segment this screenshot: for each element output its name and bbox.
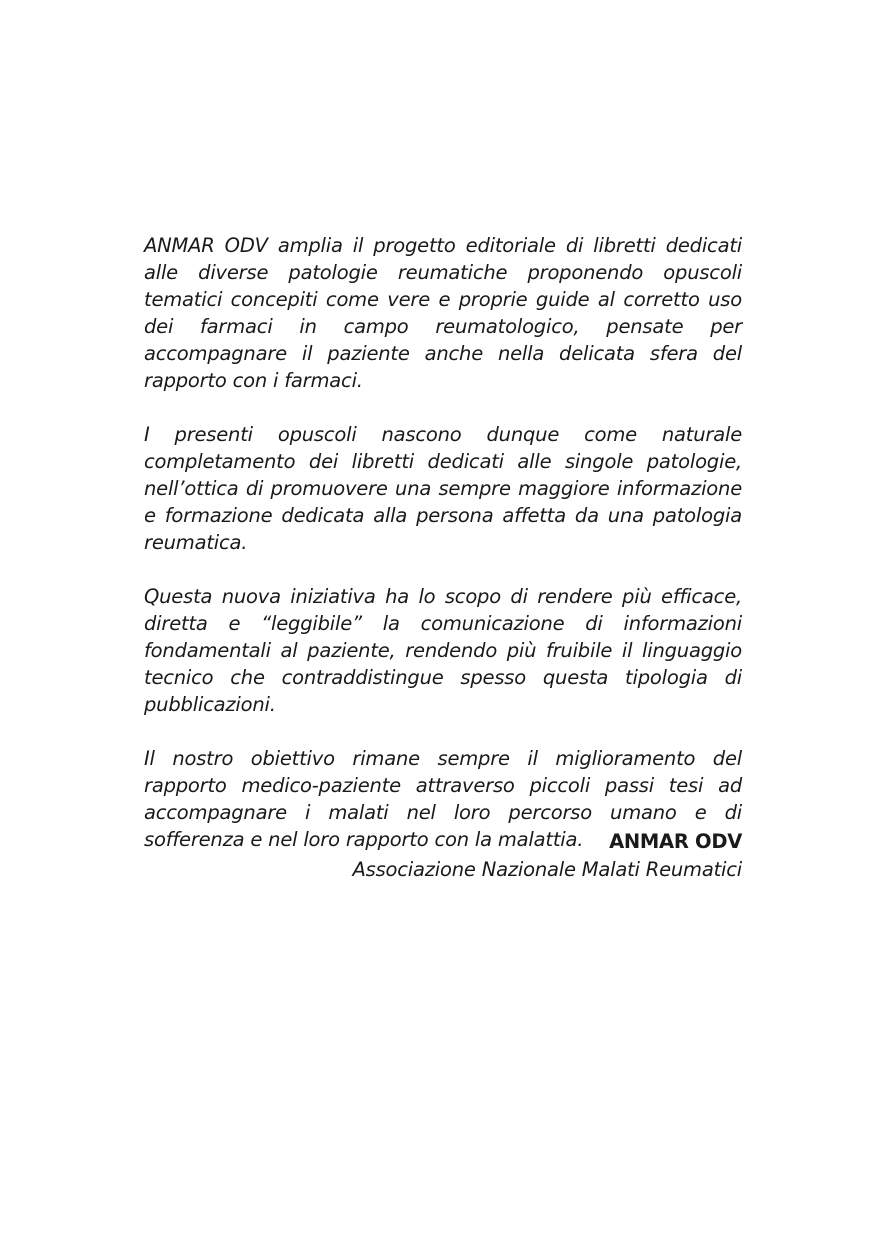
signature-block: [352, 828, 742, 884]
paragraph-purpose: I presenti opuscoli nascono dunque come naturale completamento dei libretti dedicati alle singole patologie, nell’ottica di promuovere una sempre maggiore informazione e formazione dedicata alla persona affetta da una patologia reumatica.: [144, 423, 742, 554]
paragraph-objective: Il nostro obiettivo rimane sempre il miglioramento del rapporto medico-paziente attraverso piccoli passi tesi ad accompagnare i malati nel loro percorso umano e di sofferenza e nel loro rapporto con la malattia.: [144, 747, 742, 851]
body-text: [144, 232, 742, 880]
signature-name: ANMAR ODV: [609, 830, 742, 853]
paragraph-intro: ANMAR ODV amplia il progetto editoriale di libretti dedicati alle diverse patologie reumatiche proponendo opuscoli tematici concepiti come vere e proprie guide al corretto uso dei farmaci in campo reumatologico, pensate per accompagnare il paziente anche nella delicata sfera del rapporto con i farmaci.: [144, 234, 742, 392]
signature-organization: Associazione Nazionale Malati Reumatici: [352, 858, 742, 881]
paragraph-initiative: Questa nuova iniziativa ha lo scopo di rendere più efficace, diretta e “leggibile” la comunicazione di informazioni fondamentali al paziente, rendendo più fruibile il linguaggio tecnico che contraddistingue spesso questa tipologia di pubblicazioni.: [144, 585, 742, 716]
